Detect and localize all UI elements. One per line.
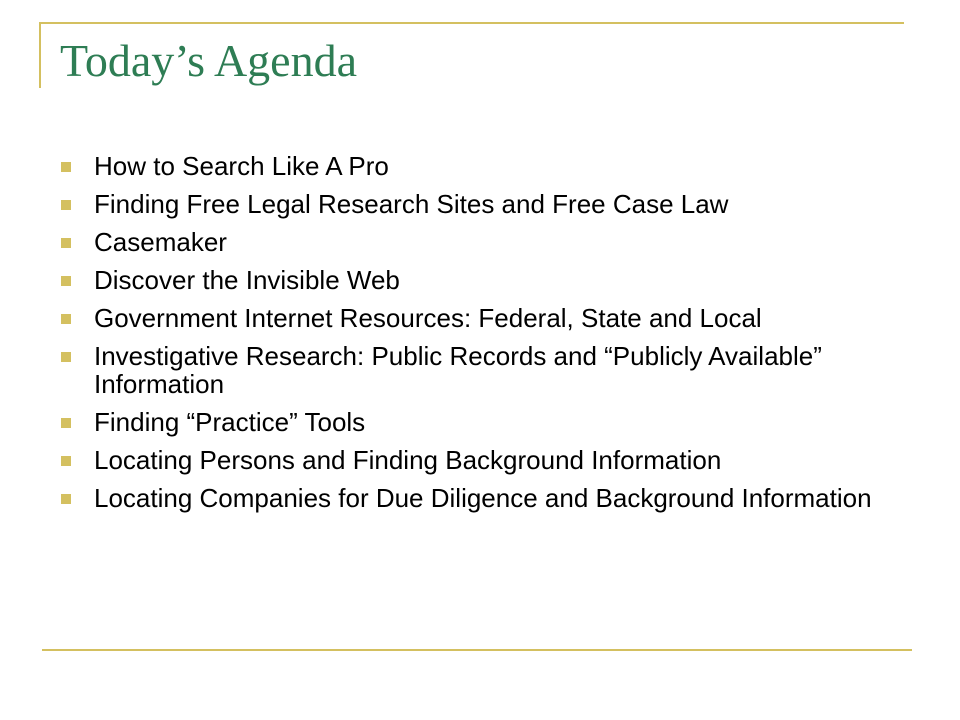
agenda-item [60,408,950,436]
slide-title: Today’s Agenda [60,35,358,86]
agenda-item-text: Casemaker [94,227,227,257]
agenda-item [60,228,950,256]
agenda-item-text: How to Search Like A Pro [94,151,389,181]
square-bullet-icon [61,162,71,172]
left-rule [39,22,41,88]
agenda-item-text: Investigative Research: Public Records and “Publicly Available” Information [94,341,822,399]
square-bullet-icon [61,314,71,324]
agenda-item-text: Discover the Invisible Web [94,265,400,295]
square-bullet-icon [61,200,71,210]
agenda-item [60,266,950,294]
square-bullet-icon [61,238,71,248]
top-rule [40,22,904,24]
square-bullet-icon [61,276,71,286]
square-bullet-icon [61,352,71,362]
agenda-item [60,342,950,398]
agenda-item-text: Locating Companies for Due Diligence and Background Information [94,483,872,513]
agenda-item-text: Government Internet Resources: Federal, State and Local [94,303,762,333]
square-bullet-icon [61,418,71,428]
square-bullet-icon [61,494,71,504]
agenda-item-text: Locating Persons and Finding Background Information [94,445,722,475]
bottom-rule [42,649,912,651]
agenda-item-text: Finding “Practice” Tools [94,407,366,437]
agenda-item-text: Finding Free Legal Research Sites and Free Case Law [94,189,729,219]
agenda-list [60,152,950,522]
agenda-item [60,190,950,218]
agenda-item [60,484,950,512]
agenda-item [60,304,950,332]
agenda-item [60,152,950,180]
square-bullet-icon [61,456,71,466]
agenda-item [60,446,950,474]
